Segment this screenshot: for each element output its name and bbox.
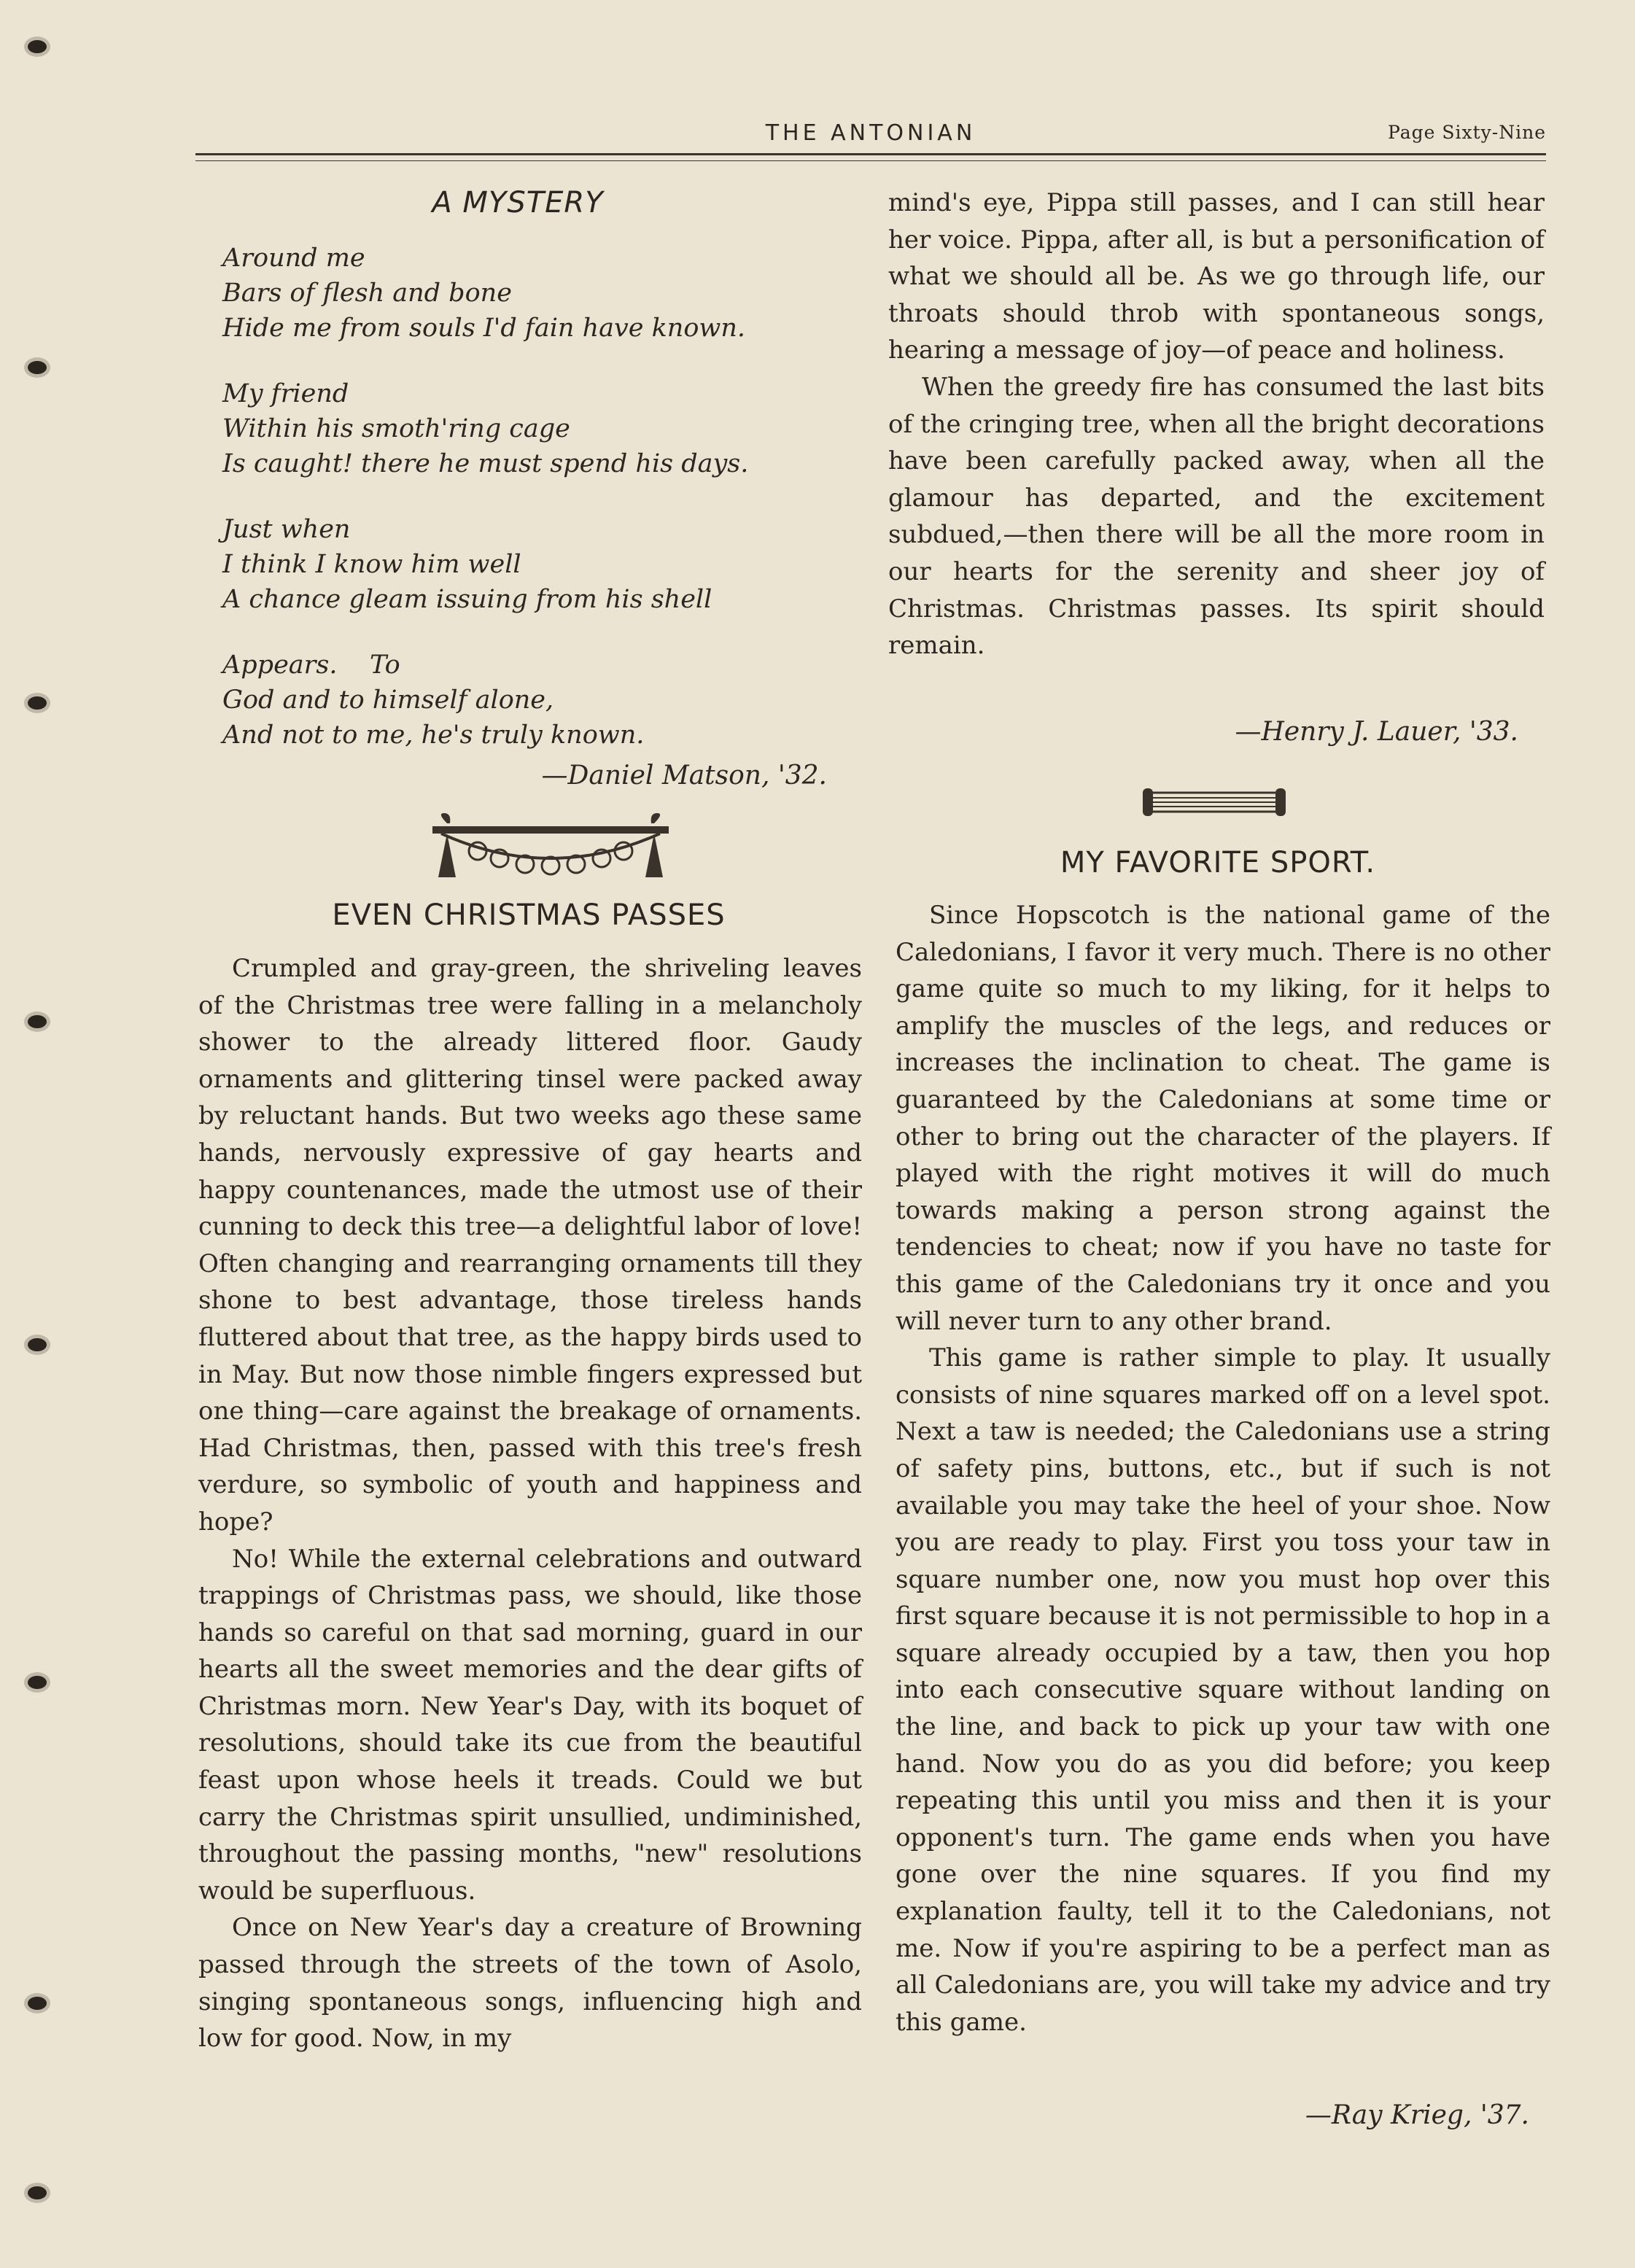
poem-stanza — [222, 241, 864, 346]
garland-ornament-icon — [427, 813, 675, 886]
binding-hole — [28, 1676, 47, 1689]
poem-line: Around me — [222, 244, 365, 273]
poem-title: A MYSTERY — [432, 186, 604, 220]
poem-line: Is caught! there he must spend his days. — [222, 449, 749, 478]
article-body — [198, 950, 862, 2057]
article-author: —Ray Krieg, '37. — [1305, 2100, 1529, 2130]
paragraph: No! While the external celebrations and outward trappings of Christmas pass, we should, like those hands so careful on that sad morning, guard in our hearts all the sweet memories and the dear gifts of Christmas morn. New Year's Day, with its boquet of resolutions, should take its cue from the beautiful feast upon whose heels it treads. Could we but carry the Christmas spirit unsullied, undiminished, throughout the passing months, "new" resolutions would be superfluous. — [198, 1544, 862, 1906]
poem-line: Hide me from souls I'd fain have known. — [222, 314, 746, 343]
paragraph: Since Hopscotch is the national game of the Caledonians, I favor it very much. There is no other game quite so much to my liking, for it helps to amplify the muscles of the legs, and reduces or increases the inclination to cheat. The game is guaranteed by the Caledonians at some time or other to bring out the character of the players. If played with the right motives it will do much towards making a person strong against the tendencies to cheat; now if you have no taste for this game of the Caledonians try it once and you will never turn to any other brand. — [896, 901, 1550, 1336]
poem-line: And not to me, he's truly known. — [222, 721, 645, 750]
running-header — [195, 120, 1546, 154]
magazine-title: THE ANTONIAN — [765, 120, 976, 146]
article-body-continued — [888, 185, 1545, 664]
poem-stanza — [222, 512, 864, 617]
poem-line: Appears. To — [222, 651, 400, 680]
paragraph: This game is rather simple to play. It usually consists of nine squares marked off on a level spot. Next a taw is needed; the Caledonians use a string of safety pins, buttons, etc., but if such is not available you may take the heel of your shoe. Now you are ready to play. First you toss your taw in square number one, now you must hop over this first square because it is not permissible to hop in a square already occupied by a taw, then you hop into each consecutive square without landing on the line, and back to pick up your taw with one hand. Now you do as you did before; you keep repeating this until you miss and then it is your opponent's turn. The game ends when you have gone over the nine squares. If you find my explanation faulty, tell it to the Caledonians, not me. Now if you're aspiring to be a perfect man as all Caledonians are, you will take my advice and try this game. — [896, 1343, 1550, 2037]
paragraph: Crumpled and gray-green, the shriveling leaves of the Christmas tree were falling in a melancholy shower to the already littered floor. Gaudy ornaments and glittering tinsel were packed away by reluctant hands. But two weeks ago these same hands, nervously expressive of gay hearts and happy countenances, made the utmost use of their cunning to deck this tree—a delightful labor of love! Often changing and rearranging ornaments till they shone to best advantage, those tireless hands fluttered about that tree, as the happy birds used to in May. But now those nimble fingers expressed but one thing—care against the breakage of ornaments. Had Christmas, then, passed with this tree's fresh verdure, so symbolic of youth and happiness and hope? — [198, 954, 862, 1537]
paragraph: When the greedy fire has consumed the last bits of the cringing tree, when all the bright decorations have been carefully packed away, when all the glamour has departed, and the excitement subdued,—then there will be all the more room in our hearts for the serenity and sheer joy of Christmas. Christmas passes. Its spirit should remain. — [888, 372, 1545, 661]
poem-line: A chance gleam issuing from his shell — [222, 585, 712, 614]
paragraph: Once on New Year's day a creature of Browning passed through the streets of the town of Asolo, singing spontaneous songs, influencing high and low for good. Now, in my — [198, 1913, 862, 2054]
article-title: MY FAVORITE SPORT. — [1060, 846, 1376, 879]
poem-line: My friend — [222, 379, 349, 408]
binding-hole — [28, 2186, 47, 2199]
binding-hole — [28, 1015, 47, 1028]
page-number: Page Sixty-Nine — [1388, 122, 1546, 143]
paragraph: mind's eye, Pippa still passes, and I can still hear her voice. Pippa, after all, is but a personification of what we should all be. As we go through life, our throats should throb with spontaneous songs, hearing a message of joy—of peace and holiness. — [888, 188, 1545, 365]
binding-hole — [28, 40, 47, 53]
header-rule-thin — [195, 160, 1546, 161]
poem-stanza — [222, 376, 864, 481]
poem-line: I think I know him well — [222, 550, 521, 579]
binding-hole — [28, 696, 47, 710]
header-rule — [195, 153, 1546, 155]
binding-hole — [28, 1338, 47, 1351]
poem-stanza — [222, 648, 864, 753]
article-body — [896, 897, 1550, 2040]
poem-line: Bars of flesh and bone — [222, 279, 512, 308]
poem-line: Just when — [222, 515, 351, 544]
poem-author: —Daniel Matson, '32. — [541, 761, 827, 791]
poem — [222, 241, 864, 783]
binding-hole — [28, 361, 47, 374]
bar-ornament-icon — [1141, 784, 1287, 820]
poem-line: Within his smoth'ring cage — [222, 414, 570, 443]
poem-line: God and to himself alone, — [222, 686, 554, 715]
article-title: EVEN CHRISTMAS PASSES — [332, 898, 726, 932]
binding-hole — [28, 1997, 47, 2010]
article-author: —Henry J. Lauer, '33. — [1235, 717, 1518, 747]
